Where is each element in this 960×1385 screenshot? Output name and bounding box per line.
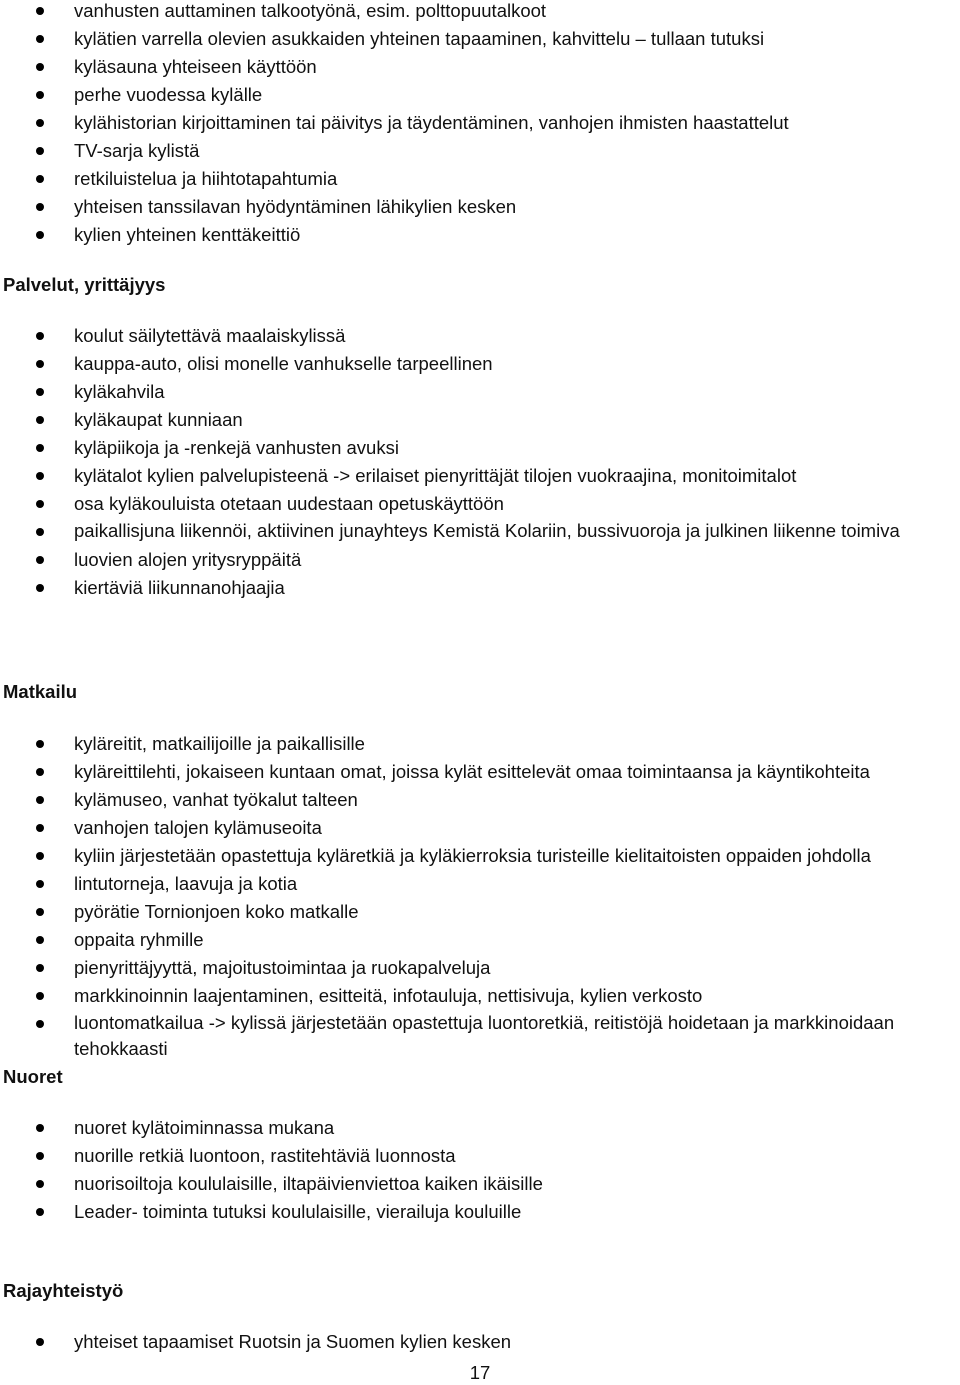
list-item: oppaita ryhmille (0, 926, 960, 954)
bullet-icon (36, 1124, 44, 1132)
list-item: kyläpiikoja ja -renkejä vanhusten avuksi (0, 434, 960, 462)
matkailu-list (0, 730, 960, 1064)
bullet-icon (36, 556, 44, 564)
list-item: pienyrittäjyyttä, majoitustoimintaa ja ruokapalveluja (0, 954, 960, 982)
bullet-icon (36, 1180, 44, 1188)
page-number: 17 (469, 1362, 491, 1383)
bullet-icon (36, 528, 44, 536)
list-item: kyläreitit, matkailijoille ja paikallisille (0, 730, 960, 758)
bullet-icon (36, 1208, 44, 1216)
bullet-icon (36, 203, 44, 211)
list-item: luontomatkailua -> kylissä järjestetään opastettuja luontoretkiä, reitistöjä hoidetaan ja markkinoidaan tehokkaasti (0, 1010, 904, 1062)
bullet-icon (36, 472, 44, 480)
list-item: kylähistorian kirjoittaminen tai päivitys ja täydentäminen, vanhojen ihmisten haastattelut (0, 109, 960, 137)
bullet-icon (36, 908, 44, 916)
list-item: kyläsauna yhteiseen käyttöön (0, 53, 960, 81)
list-item: kyliin järjestetään opastettuja kyläretkiä ja kyläkierroksia turisteille kielitaitoisten oppaiden johdolla (0, 842, 960, 870)
bullet-icon (36, 231, 44, 239)
bullet-icon (36, 175, 44, 183)
list-item: pyörätie Tornionjoen koko matkalle (0, 898, 960, 926)
section-heading-matkailu: Matkailu (3, 681, 78, 702)
palvelut-list (0, 322, 960, 602)
bullet-icon (36, 796, 44, 804)
list-item: perhe vuodessa kylälle (0, 81, 960, 109)
rajayhteistyo-list (0, 1328, 960, 1356)
list-item: paikallisjuna liikennöi, aktiivinen junayhteys Kemistä Kolariin, bussivuoroja ja julkinen liikenne toimiva (0, 518, 904, 544)
bullet-icon (36, 584, 44, 592)
list-item: kyläkahvila (0, 378, 960, 406)
bullet-icon (36, 332, 44, 340)
list-item: kiertäviä liikunnanohjaajia (0, 574, 960, 602)
bullet-icon (36, 768, 44, 776)
list-item: kylätalot kylien palvelupisteenä -> erilaiset pienyrittäjät tilojen vuokraajina, monitoimitalot (0, 462, 960, 490)
bullet-icon (36, 360, 44, 368)
list-item: nuorisoiltoja koululaisille, iltapäivienviettoa kaiken ikäisille (0, 1170, 960, 1198)
bullet-icon (36, 35, 44, 43)
list-item: nuoret kylätoiminnassa mukana (0, 1114, 960, 1142)
bullet-icon (36, 992, 44, 1000)
list-item: osa kyläkouluista otetaan uudestaan opetuskäyttöön (0, 490, 960, 518)
list-item: markkinoinnin laajentaminen, esitteitä, infotauluja, nettisivuja, kylien verkosto (0, 982, 960, 1010)
list-item: retkiluistelua ja hiihtotapahtumia (0, 165, 960, 193)
list-item: koulut säilytettävä maalaiskylissä (0, 322, 960, 350)
intro-list (0, 0, 960, 249)
bullet-icon (36, 936, 44, 944)
bullet-icon (36, 1338, 44, 1346)
bullet-icon (36, 63, 44, 71)
bullet-icon (36, 500, 44, 508)
list-item: yhteisen tanssilavan hyödyntäminen lähikylien kesken (0, 193, 960, 221)
list-item: kylämuseo, vanhat työkalut talteen (0, 786, 960, 814)
bullet-icon (36, 7, 44, 15)
list-item: kylien yhteinen kenttäkeittiö (0, 221, 960, 249)
bullet-icon (36, 824, 44, 832)
bullet-icon (36, 444, 44, 452)
list-item: TV-sarja kylistä (0, 137, 960, 165)
nuoret-list (0, 1114, 960, 1226)
list-item: vanhojen talojen kylämuseoita (0, 814, 960, 842)
bullet-icon (36, 388, 44, 396)
list-item: kylätien varrella olevien asukkaiden yhteinen tapaaminen, kahvittelu – tullaan tutuksi (0, 25, 960, 53)
section-heading-nuoret: Nuoret (3, 1066, 63, 1087)
bullet-icon (36, 740, 44, 748)
bullet-icon (36, 416, 44, 424)
list-item: kyläkaupat kunniaan (0, 406, 960, 434)
list-item: kauppa-auto, olisi monelle vanhukselle tarpeellinen (0, 350, 960, 378)
list-item: kyläreittilehti, jokaiseen kuntaan omat, joissa kylät esittelevät omaa toimintaansa ja käyntikohteita (0, 758, 960, 786)
bullet-icon (36, 119, 44, 127)
bullet-icon (36, 964, 44, 972)
bullet-icon (36, 91, 44, 99)
bullet-icon (36, 880, 44, 888)
bullet-icon (36, 1020, 44, 1028)
list-item: luovien alojen yritysryppäitä (0, 546, 960, 574)
list-item: Leader- toiminta tutuksi koululaisille, vierailuja kouluille (0, 1198, 960, 1226)
list-item: lintutorneja, laavuja ja kotia (0, 870, 960, 898)
section-heading-rajayhteistyo: Rajayhteistyö (3, 1280, 124, 1301)
section-heading-palvelut: Palvelut, yrittäjyys (3, 274, 166, 295)
bullet-icon (36, 852, 44, 860)
bullet-icon (36, 1152, 44, 1160)
bullet-icon (36, 147, 44, 155)
list-item: nuorille retkiä luontoon, rastitehtäviä luonnosta (0, 1142, 960, 1170)
list-item: vanhusten auttaminen talkootyönä, esim. polttopuutalkoot (0, 0, 960, 25)
list-item: yhteiset tapaamiset Ruotsin ja Suomen kylien kesken (0, 1328, 960, 1356)
